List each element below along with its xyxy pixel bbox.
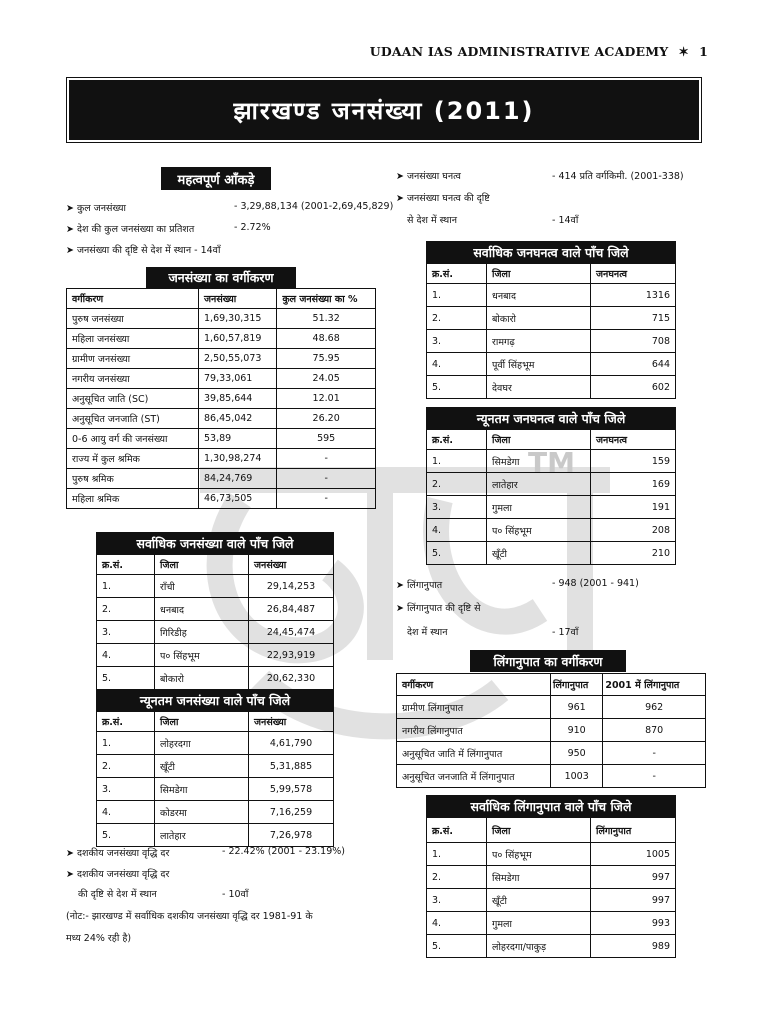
table-cell: 22,93,919 <box>249 644 334 667</box>
top-population-caption: सर्वाधिक जनसंख्या वाले पाँच जिले <box>96 532 334 554</box>
table-cell: 46,73,505 <box>199 489 277 509</box>
table-row <box>397 719 706 742</box>
table-row <box>97 667 334 690</box>
table-cell: 5. <box>427 542 487 565</box>
line-text: की दृष्टि से देश में स्थान <box>78 889 157 900</box>
table-header-row <box>427 264 676 284</box>
table-cell: - <box>277 489 376 509</box>
table-cell: 870 <box>603 719 706 742</box>
table-row <box>67 449 376 469</box>
academy-name: UDAAN IAS ADMINISTRATIVE ACADEMY <box>369 44 669 59</box>
table-header-cell: जिला <box>487 264 591 284</box>
table-header-cell: जिला <box>487 430 591 450</box>
arrow-icon: ➤ <box>66 869 74 880</box>
table-header-cell: क्र.सं. <box>427 264 487 284</box>
table-cell: 5. <box>97 667 155 690</box>
table-cell: 26.20 <box>277 409 376 429</box>
table-cell: 24,45,474 <box>249 621 334 644</box>
table-cell: 997 <box>591 889 676 912</box>
table-cell: 4,61,790 <box>249 732 334 755</box>
table-row <box>427 376 676 399</box>
table-cell: 24.05 <box>277 369 376 389</box>
line-text: लिंगानुपात की दृष्टि से <box>406 603 481 614</box>
table-row <box>67 329 376 349</box>
table-cell: खूँटी <box>155 755 249 778</box>
table-cell: 989 <box>591 935 676 958</box>
low-density-table <box>426 429 676 565</box>
low-density-caption: न्यूनतम जनघनत्व वाले पाँच जिले <box>426 407 676 429</box>
table-cell: 26,84,487 <box>249 598 334 621</box>
line-text: दशकीय जनसंख्या वृद्धि दर <box>76 869 170 880</box>
table-row <box>67 409 376 429</box>
table-row <box>427 889 676 912</box>
table-cell: सिमडेगा <box>155 778 249 801</box>
table-cell: 79,33,061 <box>199 369 277 389</box>
top-density-table <box>426 263 676 399</box>
table-cell: गुमला <box>487 496 591 519</box>
table-row <box>97 732 334 755</box>
line-text: - 14वाँ <box>194 245 221 256</box>
table-cell: पूर्वी सिंहभूम <box>487 353 591 376</box>
top-density-caption: सर्वाधिक जनघनत्व वाले पाँच जिले <box>426 241 676 263</box>
arrow-icon: ➤ <box>396 580 404 591</box>
low-population-caption: न्यूनतम जनसंख्या वाले पाँच जिले <box>96 689 334 711</box>
table-cell: लातेहार <box>155 824 249 847</box>
table-row <box>427 843 676 866</box>
table-cell: 1,30,98,274 <box>199 449 277 469</box>
table-cell: 1. <box>427 843 487 866</box>
sex-ratio-line <box>396 578 639 591</box>
table-header-cell: कुल जनसंख्या का % <box>277 289 376 309</box>
table-cell: रामगढ़ <box>487 330 591 353</box>
table-cell: अनुसूचित जाति (SC) <box>67 389 199 409</box>
table-cell: 51.32 <box>277 309 376 329</box>
table-cell: 84,24,769 <box>199 469 277 489</box>
table-cell: 1005 <box>591 843 676 866</box>
table-header-cell: लिंगानुपात <box>551 674 603 696</box>
table-header-cell: क्र.सं. <box>97 712 155 732</box>
table-cell: 3. <box>427 496 487 519</box>
table-cell: 595 <box>277 429 376 449</box>
table-cell: नगरीय जनसंख्या <box>67 369 199 389</box>
table-header-cell: क्र.सं. <box>427 818 487 843</box>
table-cell: 86,45,042 <box>199 409 277 429</box>
line-text: - 414 प्रति वर्गकिमी. (2001-338) <box>552 171 684 182</box>
table-cell: नगरीय लिंगानुपात <box>397 719 551 742</box>
table-row <box>397 696 706 719</box>
page-title: झारखण्ड जनसंख्या (2011) <box>69 80 699 140</box>
table-row <box>427 473 676 496</box>
line-text: - 10वाँ <box>222 889 249 900</box>
line-text: दशकीय जनसंख्या वृद्धि दर <box>76 848 170 859</box>
table-cell: 1. <box>97 575 155 598</box>
table-cell: पुरुष श्रमिक <box>67 469 199 489</box>
sex-ratio-line <box>407 625 579 638</box>
watermark-tm: TM <box>528 446 575 479</box>
table-cell: 2. <box>97 755 155 778</box>
table-cell: 20,62,330 <box>249 667 334 690</box>
table-cell: 2. <box>427 307 487 330</box>
table-cell: 5. <box>427 376 487 399</box>
table-cell: 2,50,55,073 <box>199 349 277 369</box>
table-header-cell: वर्गीकरण <box>67 289 199 309</box>
table-cell: 29,14,253 <box>249 575 334 598</box>
line-text: - 17वाँ <box>552 627 579 638</box>
table-row <box>427 307 676 330</box>
table-header-cell: जिला <box>155 555 249 575</box>
table-row <box>97 801 334 824</box>
table-cell: 3. <box>427 330 487 353</box>
line-text: कुल जनसंख्या <box>76 203 126 214</box>
table-cell: बोकारो <box>155 667 249 690</box>
density-line <box>396 191 490 204</box>
table-cell: 191 <box>591 496 676 519</box>
table-cell: - <box>603 765 706 788</box>
table-cell: 159 <box>591 450 676 473</box>
table-row <box>427 935 676 958</box>
density-line <box>396 169 684 182</box>
table-cell: 1003 <box>551 765 603 788</box>
line-text: - 948 (2001 - 941) <box>552 578 639 589</box>
arrow-icon: ➤ <box>396 193 404 204</box>
table-cell: गुमला <box>487 912 591 935</box>
table-row <box>67 309 376 329</box>
table-row <box>67 489 376 509</box>
title-banner <box>66 77 702 143</box>
table-cell: 0-6 आयु वर्ग की जनसंख्या <box>67 429 199 449</box>
table-cell: 4. <box>427 519 487 542</box>
growth-line <box>66 846 345 859</box>
growth-line <box>66 867 169 880</box>
table-cell: 1,69,30,315 <box>199 309 277 329</box>
line-text: जनसंख्या घनत्व <box>406 171 461 182</box>
table-row <box>67 369 376 389</box>
top-sex-ratio-table <box>426 817 676 958</box>
table-cell: 210 <box>591 542 676 565</box>
table-header-row <box>427 818 676 843</box>
table-row <box>427 353 676 376</box>
table-cell: 602 <box>591 376 676 399</box>
table-cell: 5,99,578 <box>249 778 334 801</box>
table-cell: 4. <box>97 801 155 824</box>
table-cell: प० सिंहभूम <box>487 843 591 866</box>
table-row <box>397 765 706 788</box>
table-row <box>67 389 376 409</box>
table-cell: धनबाद <box>487 284 591 307</box>
table-header-cell: जिला <box>487 818 591 843</box>
sex-ratio-line <box>396 601 481 614</box>
table-row <box>97 824 334 847</box>
table-cell: कोडरमा <box>155 801 249 824</box>
table-cell: 75.95 <box>277 349 376 369</box>
table-cell: 4. <box>427 912 487 935</box>
table-cell: बोकारो <box>487 307 591 330</box>
table-cell: - <box>603 742 706 765</box>
table-header-cell: वर्गीकरण <box>397 674 551 696</box>
table-header-row <box>67 289 376 309</box>
fact-line <box>66 222 271 235</box>
table-cell: 3. <box>427 889 487 912</box>
table-row <box>427 866 676 889</box>
table-header-row <box>397 674 706 696</box>
table-row <box>427 450 676 473</box>
line-text: - 2.72% <box>234 222 271 233</box>
table-cell: 5,31,885 <box>249 755 334 778</box>
table-cell: राज्य में कुल श्रमिक <box>67 449 199 469</box>
table-cell: 644 <box>591 353 676 376</box>
arrow-icon: ➤ <box>66 848 74 859</box>
table-row <box>67 429 376 449</box>
table-cell: लोहरदगा/पाकुड़ <box>487 935 591 958</box>
table-header-cell: जनघनत्व <box>591 430 676 450</box>
line-text: - 3,29,88,134 (2001-2,69,45,829) <box>234 201 394 212</box>
top-sex-ratio-caption: सर्वाधिक लिंगानुपात वाले पाँच जिले <box>426 795 676 817</box>
table-cell: अनुसूचित जाति में लिंगानुपात <box>397 742 551 765</box>
table-cell: 1. <box>427 450 487 473</box>
table-cell: 5. <box>97 824 155 847</box>
table-row <box>97 575 334 598</box>
table-row <box>427 284 676 307</box>
table-cell: गिरिडीह <box>155 621 249 644</box>
table-header-cell: जिला <box>155 712 249 732</box>
table-cell: 962 <box>603 696 706 719</box>
table-cell: 53,89 <box>199 429 277 449</box>
important-facts-heading: महत्वपूर्ण आँकड़े <box>161 167 271 190</box>
line-text: से देश में स्थान <box>407 215 457 226</box>
table-cell: लातेहार <box>487 473 591 496</box>
table-cell: 993 <box>591 912 676 935</box>
table-cell: 169 <box>591 473 676 496</box>
growth-line <box>78 887 249 900</box>
table-row <box>97 644 334 667</box>
line-text: देश में स्थान <box>407 627 448 638</box>
table-cell: 4. <box>97 644 155 667</box>
line-text: लिंगानुपात <box>406 580 443 591</box>
table-cell: महिला जनसंख्या <box>67 329 199 349</box>
table-cell: 5. <box>427 935 487 958</box>
table-header-row <box>97 555 334 575</box>
table-cell: 1. <box>427 284 487 307</box>
arrow-icon: ➤ <box>66 224 74 235</box>
table-cell: 12.01 <box>277 389 376 409</box>
table-cell: प० सिंहभूम <box>155 644 249 667</box>
page-header <box>370 44 708 59</box>
growth-note: मध्य 24% रही है) <box>66 933 132 944</box>
table-cell: 715 <box>591 307 676 330</box>
table-header-cell: लिंगानुपात <box>591 818 676 843</box>
table-header-row <box>427 430 676 450</box>
table-cell: प० सिंहभूम <box>487 519 591 542</box>
growth-note: (नोट:- झारखण्ड में सर्वाधिक दशकीय जनसंख्या वृद्धि दर 1981-91 के <box>66 911 313 922</box>
table-cell: पुरुष जनसंख्या <box>67 309 199 329</box>
table-cell: 208 <box>591 519 676 542</box>
table-cell: 48.68 <box>277 329 376 349</box>
table-cell: सिमडेगा <box>487 866 591 889</box>
table-cell: 4. <box>427 353 487 376</box>
table-cell: 7,26,978 <box>249 824 334 847</box>
table-row <box>427 330 676 353</box>
density-line <box>407 213 579 226</box>
table-cell: 2. <box>427 473 487 496</box>
table-cell: 910 <box>551 719 603 742</box>
classification-table <box>66 288 376 509</box>
table-cell: अनुसूचित जनजाति (ST) <box>67 409 199 429</box>
table-header-cell: क्र.सं. <box>427 430 487 450</box>
table-cell: 3. <box>97 778 155 801</box>
table-cell: लोहरदगा <box>155 732 249 755</box>
table-row <box>427 519 676 542</box>
table-row <box>67 349 376 369</box>
table-cell: 950 <box>551 742 603 765</box>
table-row <box>67 469 376 489</box>
table-cell: अनुसूचित जनजाति में लिंगानुपात <box>397 765 551 788</box>
line-text: देश की कुल जनसंख्या का प्रतिशत <box>76 224 195 235</box>
classification-caption: जनसंख्या का वर्गीकरण <box>146 267 296 288</box>
fact-line <box>66 243 220 256</box>
table-row <box>427 912 676 935</box>
table-cell: राँची <box>155 575 249 598</box>
table-cell: 7,16,259 <box>249 801 334 824</box>
star-icon: ✶ <box>678 44 690 59</box>
top-population-table <box>96 554 334 690</box>
table-header-cell: जनसंख्या <box>199 289 277 309</box>
table-row <box>97 598 334 621</box>
table-cell: 708 <box>591 330 676 353</box>
arrow-icon: ➤ <box>396 171 404 182</box>
table-cell: 2. <box>97 598 155 621</box>
arrow-icon: ➤ <box>66 203 74 214</box>
table-cell: ग्रामीण जनसंख्या <box>67 349 199 369</box>
table-row <box>427 542 676 565</box>
line-text: - 22.42% (2001 - 23.19%) <box>222 846 345 857</box>
table-cell: खूँटी <box>487 889 591 912</box>
line-text: जनसंख्या की दृष्टि से देश में स्थान <box>76 245 192 256</box>
table-header-cell: क्र.सं. <box>97 555 155 575</box>
sex-ratio-class-caption: लिंगानुपात का वर्गीकरण <box>470 650 626 672</box>
page-number: 1 <box>699 44 708 59</box>
sex-ratio-class-table <box>396 673 706 788</box>
table-row <box>97 621 334 644</box>
table-cell: 961 <box>551 696 603 719</box>
table-cell: सिमडेगा <box>487 450 591 473</box>
line-text: जनसंख्या घनत्व की दृष्टि <box>406 193 490 204</box>
table-cell: महिला श्रमिक <box>67 489 199 509</box>
table-header-cell: जनसंख्या <box>249 712 334 732</box>
table-row <box>397 742 706 765</box>
table-cell: ग्रामीण लिंगानुपात <box>397 696 551 719</box>
table-header-row <box>97 712 334 732</box>
table-header-cell: जनघनत्व <box>591 264 676 284</box>
fact-line <box>66 201 394 214</box>
table-row <box>427 496 676 519</box>
table-cell: - <box>277 449 376 469</box>
low-population-table <box>96 711 334 847</box>
table-row <box>97 778 334 801</box>
table-cell: 1. <box>97 732 155 755</box>
line-text: - 14वाँ <box>552 215 579 226</box>
table-cell: 997 <box>591 866 676 889</box>
table-row <box>97 755 334 778</box>
table-cell: खूँटी <box>487 542 591 565</box>
table-header-cell: जनसंख्या <box>249 555 334 575</box>
arrow-icon: ➤ <box>396 603 404 614</box>
table-cell: 2. <box>427 866 487 889</box>
table-cell: धनबाद <box>155 598 249 621</box>
arrow-icon: ➤ <box>66 245 74 256</box>
table-cell: देवघर <box>487 376 591 399</box>
table-cell: 39,85,644 <box>199 389 277 409</box>
table-cell: - <box>277 469 376 489</box>
table-cell: 1,60,57,819 <box>199 329 277 349</box>
table-cell: 3. <box>97 621 155 644</box>
table-header-cell: 2001 में लिंगानुपात <box>603 674 706 696</box>
table-cell: 1316 <box>591 284 676 307</box>
